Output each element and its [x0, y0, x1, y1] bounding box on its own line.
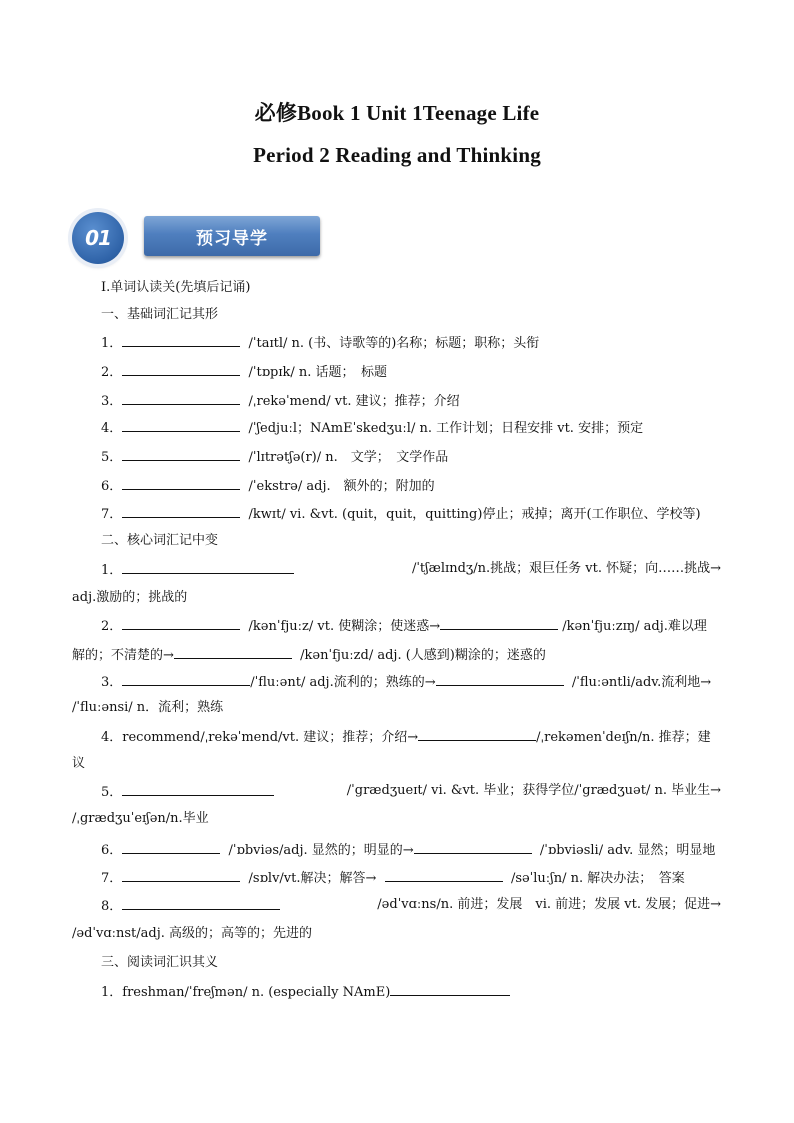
- answer-blank[interactable]: [122, 560, 294, 574]
- answer-blank[interactable]: [122, 672, 250, 686]
- list-item: 4． /ˈʃedjuːl；NAmEˈskedʒuːl/ n. 工作计划；日程安排 vt. 安排；预定: [101, 418, 643, 438]
- answer-blank[interactable]: [122, 418, 240, 432]
- section-number-circle: [72, 212, 124, 264]
- sub-heading-reading: 三、阅读词汇识其义: [101, 955, 219, 970]
- sub-heading-core: 二、核心词汇记中变: [101, 533, 219, 548]
- answer-blank[interactable]: [122, 896, 280, 910]
- list-item: 7． /sɒlv/vt.解决；解答→ /səˈluːʃn/ n. 解决办法； 答案: [101, 868, 685, 888]
- answer-blank[interactable]: [122, 840, 220, 854]
- answer-blank[interactable]: [122, 782, 274, 796]
- list-item: 3． /ˌrekəˈmend/ vt. 建议；推荐；介绍: [101, 391, 460, 411]
- document-title: 必修Book 1 Unit 1Teenage Life: [254, 101, 540, 125]
- list-item: 1． /ˈtʃælɪndʒ/n.挑战；艰巨任务 vt. 怀疑；向……挑战→: [101, 561, 721, 578]
- answer-blank[interactable]: [385, 868, 503, 882]
- section-badge: [72, 212, 322, 264]
- list-item-continuation: /ˈfluːənsi/ n．流利；熟练: [72, 700, 224, 715]
- part-heading: Ⅰ.单词认读关(先填后记诵): [101, 280, 251, 295]
- answer-blank[interactable]: [440, 616, 558, 630]
- list-item: 6． /ˈekstrə/ adj. 额外的；附加的: [101, 476, 435, 496]
- answer-blank[interactable]: [122, 333, 240, 347]
- list-item: 2． /ˈtɒpɪk/ n. 话题； 标题: [101, 362, 387, 382]
- list-item-continuation: adj.激励的；挑战的: [72, 590, 188, 605]
- answer-blank[interactable]: [122, 868, 240, 882]
- list-item: 7． /kwɪt/ vi. &vt. (quit，quit，quitting)停止；戒掉；离开(工作职位、学校等): [101, 504, 701, 524]
- section-label-bar: [144, 216, 320, 256]
- list-item-continuation: /ədˈvɑːnst/adj. 高级的；高等的；先进的: [72, 926, 313, 941]
- list-item: 1．freshman/ˈfreʃmən/ n. (especially NAmE): [101, 982, 510, 1002]
- answer-blank[interactable]: [122, 362, 240, 376]
- list-item-continuation: 解的；不清楚的→ /kənˈfjuːzd/ adj. (人感到)糊涂的；迷惑的: [72, 645, 546, 665]
- answer-blank[interactable]: [122, 447, 240, 461]
- answer-blank[interactable]: [390, 982, 510, 996]
- answer-blank[interactable]: [122, 391, 240, 405]
- answer-blank[interactable]: [174, 645, 292, 659]
- section-label: 预习导学: [196, 228, 268, 249]
- list-item: 5． /ˈgrædʒueɪt/ vi. &vt. 毕业；获得学位/ˈgrædʒuət/ n. 毕业生→: [101, 783, 721, 800]
- list-item: 5． /ˈlɪtrətʃə(r)/ n. 文学； 文学作品: [101, 447, 448, 467]
- list-item: 8． /ədˈvɑːns/n. 前进；发展 vi. 前进；发展 vt. 发展；促进→: [101, 897, 721, 914]
- sub-heading-basic: 一、基础词汇记其形: [101, 307, 219, 322]
- list-item: 2． /kənˈfjuːz/ vt. 使糊涂；使迷惑→ /kənˈfjuːzɪŋ/ adj.难以理: [101, 616, 707, 636]
- list-item: 3． /ˈfluːənt/ adj.流利的；熟练的→ /ˈfluːəntli/adv.流利地→: [101, 672, 711, 692]
- list-item: 1． /ˈtaɪtl/ n. (书、诗歌等的)名称；标题；职称；头衔: [101, 333, 539, 353]
- answer-blank[interactable]: [122, 504, 240, 518]
- list-item: 6． /ˈɒbviəs/adj. 显然的；明显的→ /ˈɒbviəsli/ adv. 显然；明显地: [101, 840, 715, 860]
- list-item: 4．recommend/ˌrekəˈmend/vt. 建议；推荐；介绍→ /ˌrekəmenˈdeɪʃn/n. 推荐；建: [101, 727, 711, 747]
- list-item-continuation: 议: [72, 756, 86, 771]
- answer-blank[interactable]: [418, 727, 536, 741]
- answer-blank[interactable]: [122, 476, 240, 490]
- document-subtitle: Period 2 Reading and Thinking: [253, 143, 541, 167]
- section-number: 01: [85, 226, 111, 250]
- list-item-continuation: /ˌgrædʒuˈeɪʃən/n.毕业: [72, 811, 209, 826]
- answer-blank[interactable]: [414, 840, 532, 854]
- answer-blank[interactable]: [436, 672, 564, 686]
- answer-blank[interactable]: [122, 616, 240, 630]
